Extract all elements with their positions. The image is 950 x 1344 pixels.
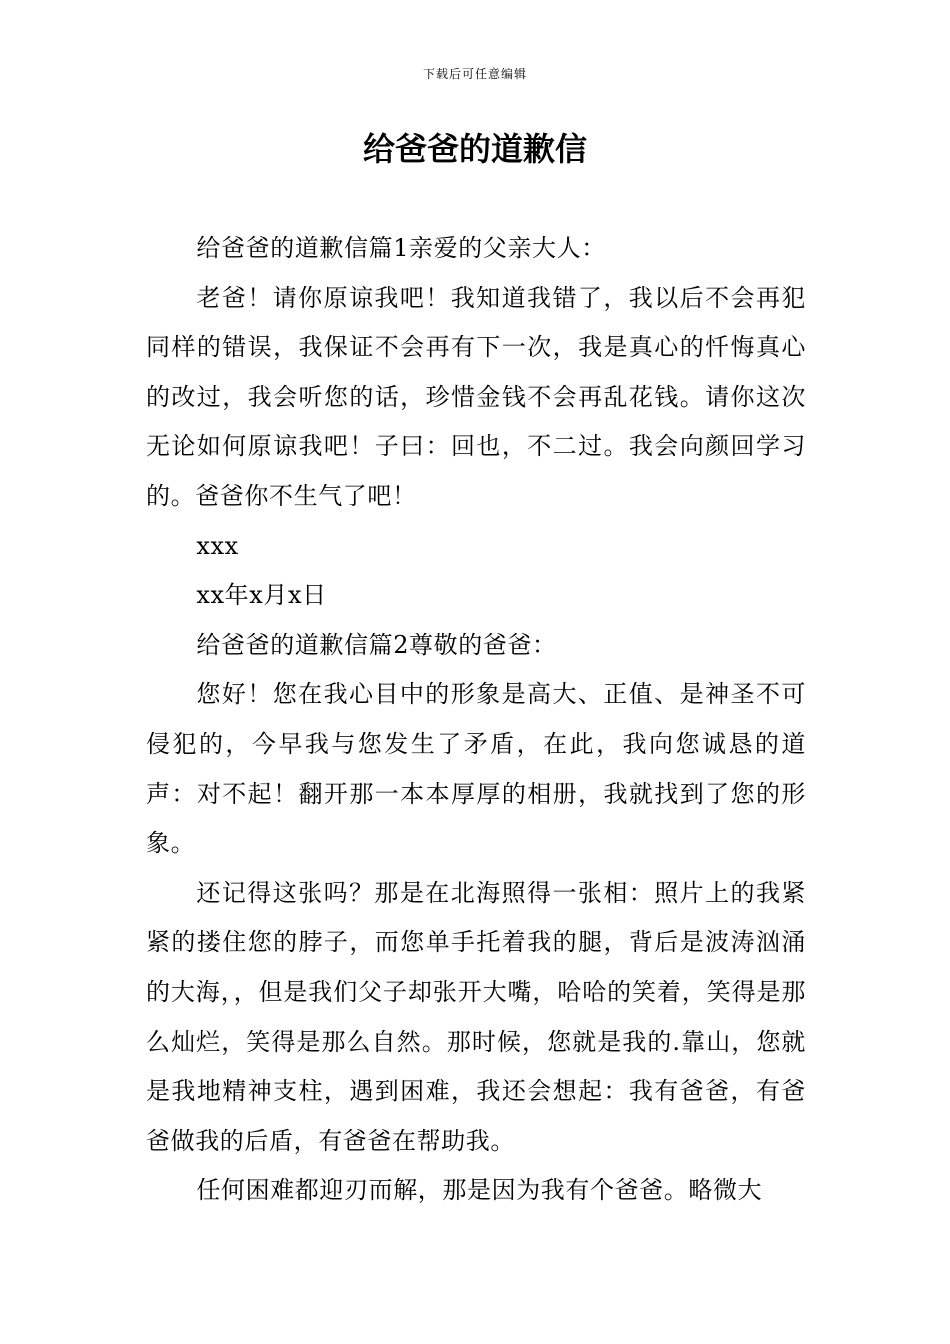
- paragraph-letter1-body: 老爸！请你原谅我吧！我知道我错了，我以后不会再犯同样的错误，我保证不会再有下一次，我是真心的忏悔真心的改过，我会听您的话，珍惜金钱不会再乱花钱。请你这次无论如何原谅我吧！子曰：回也，不二过。我会向颜回学习的。爸爸你不生气了吧！: [146, 283, 806, 510]
- document-body: [146, 224, 806, 1216]
- paragraph-letter1-date: xx年x月x日: [196, 581, 327, 610]
- document-title: 给爸爸的道歉信: [362, 130, 587, 168]
- paragraph-letter2-greeting: 您好！您在我心目中的形象是高大、正值、是神圣不可侵犯的，今早我与您发生了矛盾，在此，我向您诚恳的道声：对不起！翻开那一本本厚厚的相册，我就找到了您的形象。: [146, 680, 806, 858]
- paragraph-letter1-signature: xxx: [196, 531, 239, 560]
- paragraph-letter2-heading: 给爸爸的道歉信篇2尊敬的爸爸：: [196, 630, 557, 659]
- paragraph-letter2-continued: 任何困难都迎刃而解，那是因为我有个爸爸。略微大: [196, 1176, 763, 1205]
- paragraph-letter2-memory: 还记得这张吗？那是在北海照得一张相：照片上的我紧紧的搂住您的脖子，而您单手托着我的腿，背后是波涛汹涌的大海，，但是我们父子却张开大嘴，哈哈的笑着，笑得是那么灿烂，笑得是那么自然。那时候，您就是我的.靠山，您就是我地精神支柱，遇到困难，我还会想起：我有爸爸，有爸爸做我的后盾，有爸爸在帮助我。: [146, 878, 806, 1155]
- header-note: 下载后可任意编辑: [422, 67, 527, 81]
- paragraph-letter1-heading: 给爸爸的道歉信篇1亲爱的父亲大人：: [196, 234, 606, 262]
